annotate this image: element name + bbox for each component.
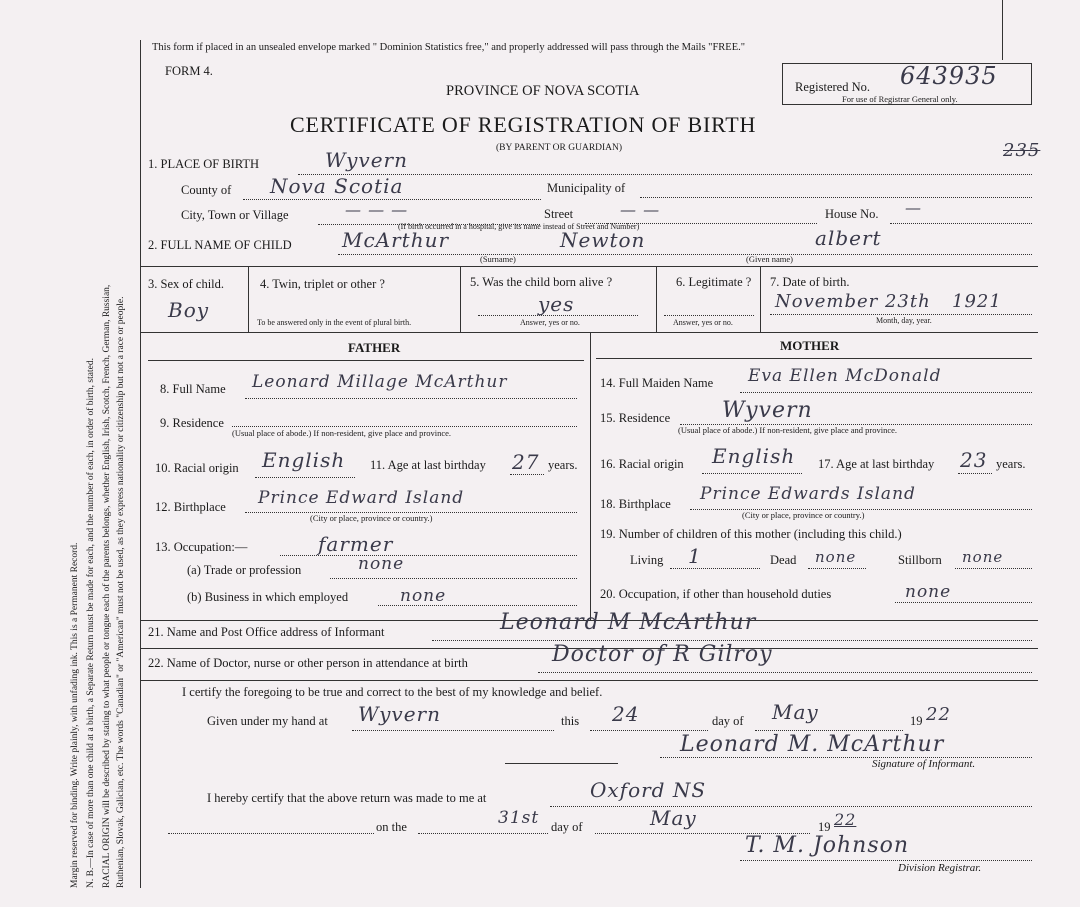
informant-signature-caption: Signature of Informant. xyxy=(872,758,976,770)
informant-value: Leonard M McArthur xyxy=(500,610,757,635)
living-label: Living xyxy=(630,553,664,567)
given-place-value: Wyvern xyxy=(358,702,441,726)
registrar-dayof-label: day of xyxy=(551,820,583,834)
registrar-year-value: 22 xyxy=(834,810,857,829)
child-given-name-1: Newton xyxy=(560,228,646,252)
mother-residence-value: Wyvern xyxy=(722,398,813,423)
mother-birthplace-label: 18. Birthplace xyxy=(600,497,671,511)
mother-birthplace-value: Prince Edwards Island xyxy=(700,484,916,504)
stillborn-label: Stillborn xyxy=(898,553,942,567)
father-residence-note: (Usual place of abode.) If non-resident, give place and province. xyxy=(232,428,452,438)
form-number: FORM 4. xyxy=(165,64,213,78)
province-heading: PROVINCE OF NOVA SCOTIA xyxy=(446,83,640,99)
county-label: County of xyxy=(181,183,232,197)
father-trade-label: (a) Trade or profession xyxy=(187,563,302,577)
father-racial-label: 10. Racial origin xyxy=(155,461,239,475)
father-birthplace-label: 12. Birthplace xyxy=(155,500,226,514)
father-occupation-value: farmer xyxy=(318,532,394,556)
registrar-caption: Division Registrar. xyxy=(898,862,982,874)
twin-label: 4. Twin, triplet or other ? xyxy=(260,277,385,291)
county-value: Nova Scotia xyxy=(270,174,404,198)
given-month-value: May xyxy=(772,700,819,724)
children-count-label: 19. Number of children of this mother (including this child.) xyxy=(600,527,902,541)
informant-label: 21. Name and Post Office address of Informant xyxy=(148,625,385,639)
mother-heading: MOTHER xyxy=(780,338,840,353)
father-age-value: 27 xyxy=(512,450,540,474)
this-label: this xyxy=(561,714,580,728)
date-of-birth-label: 7. Date of birth. xyxy=(770,275,850,289)
margin-notes xyxy=(56,40,128,888)
city-label: City, Town or Village xyxy=(181,208,289,222)
given-year-prefix: 19 xyxy=(910,714,923,728)
house-number-value: — xyxy=(905,198,922,217)
street-label: Street xyxy=(544,207,574,221)
mother-age-value: 23 xyxy=(960,448,988,472)
father-age-label: 11. Age at last birthday xyxy=(370,458,486,472)
hospital-note: (If birth occurred in a hospital, give its name instead of Street and Number) xyxy=(398,222,640,231)
father-name-label: 8. Full Name xyxy=(160,382,226,396)
born-alive-value: yes xyxy=(538,292,575,316)
father-name-value: Leonard Millage McArthur xyxy=(252,372,508,392)
margin-line-1: Margin reserved for binding. Write plainly, with unfading ink. This is a Permanent Record. xyxy=(70,542,80,888)
side-number: 235 xyxy=(1003,140,1041,161)
date-note: Month, day, year. xyxy=(876,316,932,325)
given-year-value: 22 xyxy=(926,704,951,725)
certify-text: I certify the foregoing to be true and correct to the best of my knowledge and belief. xyxy=(182,685,603,699)
father-birthplace-note: (City or place, province or country.) xyxy=(310,513,433,523)
mother-occupation-label: 20. Occupation, if other than household duties xyxy=(600,587,832,601)
sex-label: 3. Sex of child. xyxy=(148,277,225,291)
child-name-label: 2. FULL NAME OF CHILD xyxy=(148,238,292,252)
registrar-general-note: For use of Registrar General only. xyxy=(842,94,958,104)
margin-line-2: N. B.—In case of more than one child at a birth, a Separate Return must be made for each, and the number of each, in order of birth, stated. xyxy=(86,358,96,888)
father-years: years. xyxy=(548,458,578,472)
given-under-label: Given under my hand at xyxy=(207,714,328,728)
registrar-year-prefix: 19 xyxy=(818,820,831,834)
born-alive-note: Answer, yes or no. xyxy=(520,318,580,327)
place-of-birth-label: 1. PLACE OF BIRTH xyxy=(148,157,260,171)
father-trade-value: none xyxy=(358,554,405,574)
doctor-label: 22. Name of Doctor, nurse or other person in attendance at birth xyxy=(148,656,468,670)
given-name-note: (Given name) xyxy=(746,254,793,264)
mother-occupation-value: none xyxy=(905,582,952,602)
child-surname: McArthur xyxy=(342,228,450,252)
dayof-label: day of xyxy=(712,714,744,728)
mother-age-label: 17. Age at last birthday xyxy=(818,457,935,471)
twin-note: To be answered only in the event of plural birth. xyxy=(257,318,412,327)
father-business-value: none xyxy=(400,586,447,606)
sex-value: Boy xyxy=(168,298,210,322)
registrar-month-value: May xyxy=(650,806,697,830)
place-of-birth-value: Wyvern xyxy=(325,148,408,172)
mother-name-label: 14. Full Maiden Name xyxy=(600,376,714,390)
dead-value: none xyxy=(815,548,857,566)
registrar-place-value: Oxford NS xyxy=(590,778,707,802)
municipality-label: Municipality of xyxy=(547,181,626,195)
given-day-value: 24 xyxy=(612,702,640,726)
dead-label: Dead xyxy=(770,553,797,567)
registered-label: Registered No. xyxy=(795,80,870,94)
street-value: — — xyxy=(620,200,661,219)
legitimate-label: 6. Legitimate ? xyxy=(676,275,752,289)
stillborn-value: none xyxy=(962,548,1004,566)
mother-racial-value: English xyxy=(712,444,796,468)
father-heading: FATHER xyxy=(348,340,401,355)
child-given-name-2: albert xyxy=(815,226,882,250)
margin-rule xyxy=(140,40,141,888)
date-of-birth-value: November 23th xyxy=(775,291,931,312)
surname-note: (Surname) xyxy=(480,254,516,264)
mother-birthplace-note: (City or place, province or country.) xyxy=(742,510,865,520)
mother-years: years. xyxy=(996,457,1026,471)
margin-line-3: RACIAL ORIGIN will be described by stating to what people or tongue each of the parents belongs, whether English, Irish, Scotch, French, German, Russian, xyxy=(102,284,112,888)
father-racial-value: English xyxy=(262,448,346,472)
father-residence-label: 9. Residence xyxy=(160,416,224,430)
registered-number: 643935 xyxy=(900,62,998,90)
certificate-title: CERTIFICATE OF REGISTRATION OF BIRTH xyxy=(290,112,757,137)
doctor-value: Doctor of R Gilroy xyxy=(552,642,773,667)
certificate-subtitle: (BY PARENT OR GUARDIAN) xyxy=(496,143,623,153)
legitimate-note: Answer, yes or no. xyxy=(673,318,733,327)
living-value: 1 xyxy=(688,544,702,568)
registrar-signature: T. M. Johnson xyxy=(745,833,910,858)
year-of-birth-value: 1921 xyxy=(952,291,1002,312)
born-alive-label: 5. Was the child born alive ? xyxy=(470,275,613,289)
registrar-text: I hereby certify that the above return was made to me at xyxy=(207,791,487,805)
mother-racial-label: 16. Racial origin xyxy=(600,457,684,471)
registrar-on-label: on the xyxy=(376,820,407,834)
father-birthplace-value: Prince Edward Island xyxy=(258,488,465,508)
father-business-label: (b) Business in which employed xyxy=(187,590,349,604)
margin-line-4: Ruthenian, Slovak, Galician, etc. The words "Canadian" or "American" must not be used, as they express nationality or citizenship but not a race or people. xyxy=(116,296,126,888)
father-occupation-label: 13. Occupation:— xyxy=(155,540,248,554)
mother-name-value: Eva Ellen McDonald xyxy=(748,366,942,386)
house-number-label: House No. xyxy=(825,207,879,221)
city-value: — — — xyxy=(345,200,409,219)
mail-notice: This form if placed in an unsealed envelope marked " Dominion Statistics free," and properly addressed will pass through the Mails "FREE." xyxy=(152,42,746,53)
registrar-day-value: 31st xyxy=(498,808,540,828)
informant-signature: Leonard M. McArthur xyxy=(680,732,945,757)
pen-mark xyxy=(1002,0,1003,60)
mother-residence-label: 15. Residence xyxy=(600,411,671,425)
mother-residence-note: (Usual place of abode.) If non-resident, give place and province. xyxy=(678,425,898,435)
